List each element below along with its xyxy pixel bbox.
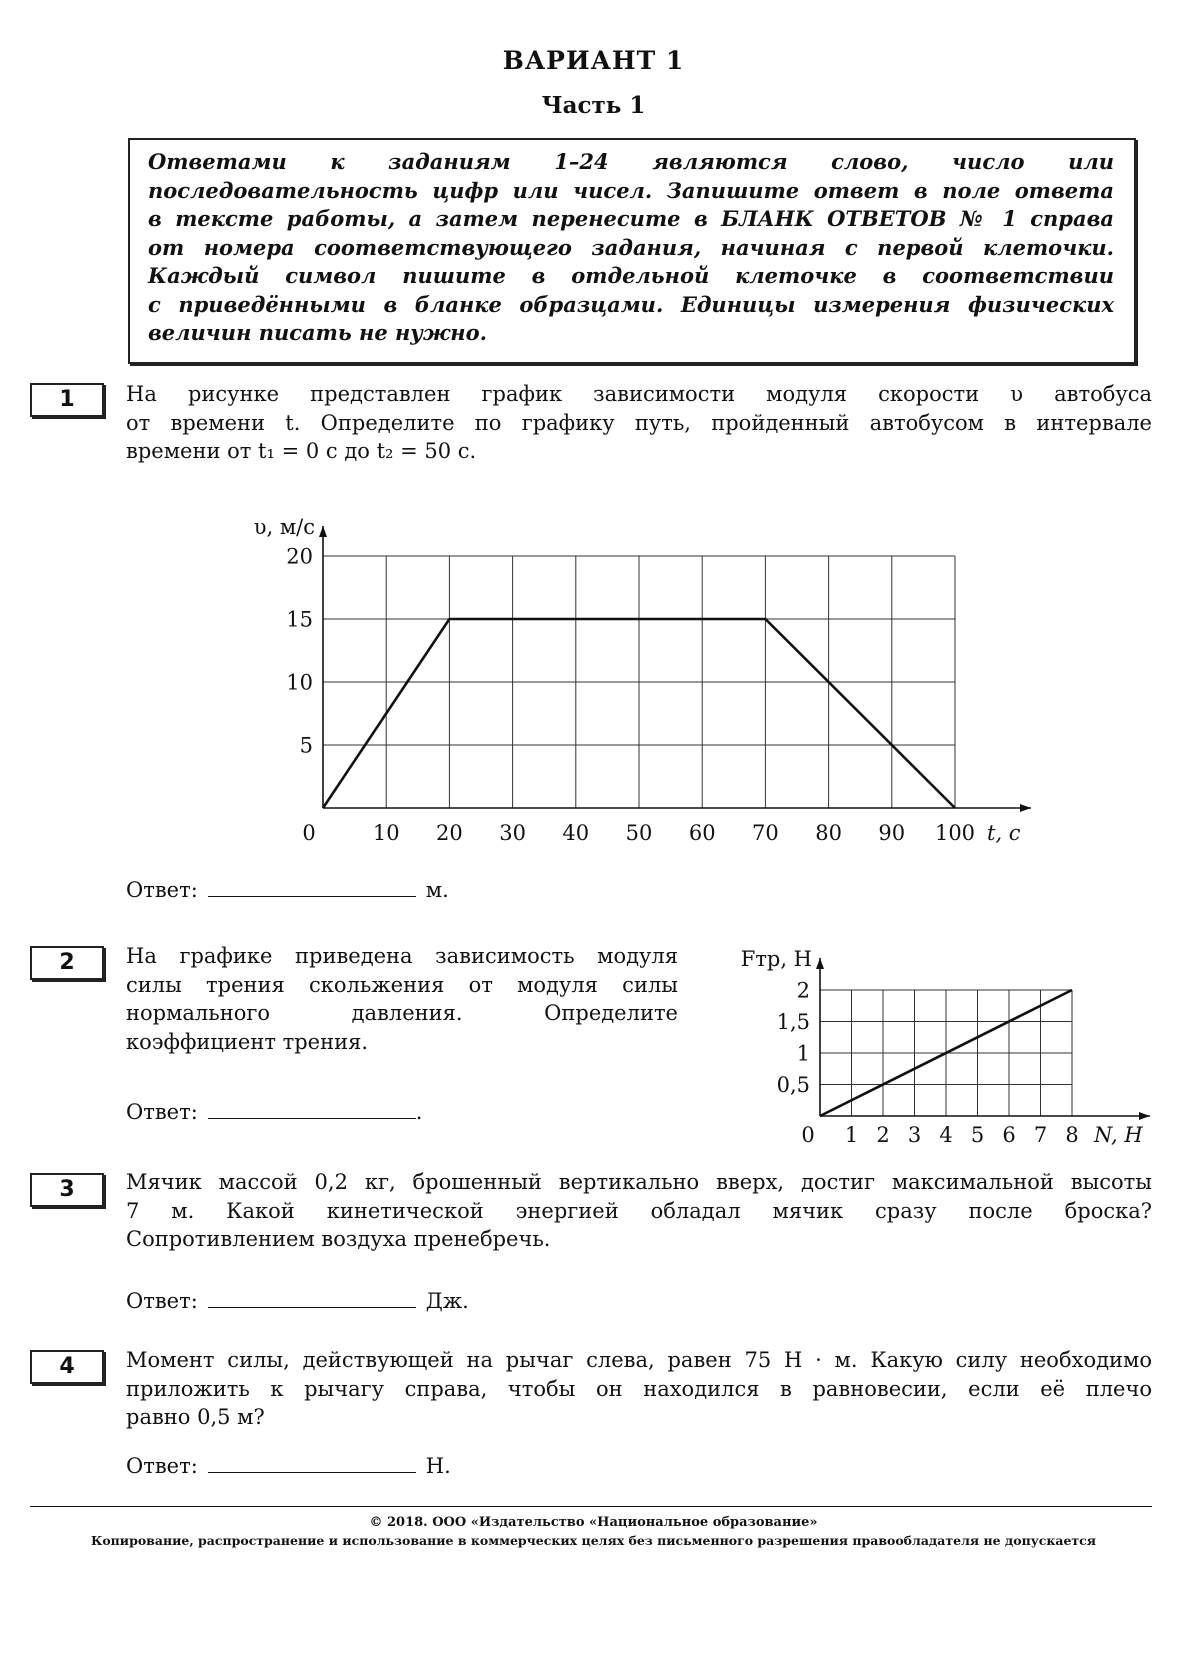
task-2-line: нормального давления. Определите — [126, 1001, 678, 1025]
y-tick-label: 5 — [299, 733, 313, 758]
task-2-line: коэффициент трения. — [126, 1029, 369, 1054]
y-tick-label: 2 — [796, 978, 810, 1003]
x-tick-label: 20 — [436, 821, 463, 845]
answer-unit: Н. — [425, 1454, 451, 1478]
answer-label: Ответ: — [126, 878, 198, 902]
footer-copyright: © 2018. ООО «Издательство «Национальное образование» — [369, 1515, 818, 1530]
x-tick-label: 0 — [801, 1123, 815, 1147]
task-3-text — [126, 1168, 1152, 1254]
task-1-line: На рисунке представлен график зависимости модуля скорости υ автобуса — [126, 382, 1152, 406]
instructions-line: величин писать не нужно. — [148, 320, 487, 345]
x-tick-label: 60 — [688, 821, 716, 845]
x-tick-label: 0 — [302, 821, 316, 845]
instructions-line: последовательность цифр или чисел. Запишите ответ в поле ответа — [148, 177, 1114, 203]
instructions-line: Ответами к заданиям 1–24 являются слово, число или — [148, 149, 1114, 174]
y-tick-label: 20 — [286, 544, 313, 569]
task-3-line: 7 м. Какой кинетической энергией обладал мячик сразу после броска? — [126, 1198, 1152, 1223]
x-tick-label: 70 — [752, 821, 779, 845]
task-3-number: 3 — [30, 1173, 104, 1207]
x-tick-label: 8 — [1065, 1123, 1079, 1147]
x-axis-label: t, с — [987, 821, 1021, 845]
x-tick-label: 100 — [934, 821, 976, 845]
answer-unit: Дж. — [425, 1289, 469, 1313]
x-tick-label: 7 — [1033, 1123, 1048, 1147]
y-axis-arrow — [816, 958, 824, 969]
task-1-number: 1 — [30, 383, 104, 417]
footer-divider — [30, 1506, 1152, 1507]
instructions-line: с приведёнными в бланке образцами. Единицы измерения физических — [148, 291, 1114, 317]
task-4-number: 4 — [30, 1350, 104, 1384]
variant-title: ВАРИАНТ 1 — [502, 46, 685, 75]
task-3-answer — [126, 1287, 469, 1313]
task-1-line: времени от t₁ = 0 с до t₂ = 50 с. — [126, 439, 477, 463]
task-2-line: силы трения скольжения от модуля силы — [126, 972, 678, 997]
answer-unit: . — [415, 1100, 423, 1124]
task-3-line: Сопротивлением воздуха пренебречь. — [126, 1227, 551, 1251]
part-title: Часть 1 — [541, 92, 646, 119]
x-tick-label: 90 — [878, 821, 906, 845]
y-axis-label: υ, м/с — [253, 515, 315, 539]
task-4-line: приложить к рычагу справа, чтобы он находился в равновесии, если её плечо — [126, 1376, 1152, 1401]
x-tick-label: 40 — [562, 821, 590, 845]
x-tick-label: 50 — [625, 821, 653, 845]
answer-field[interactable] — [208, 1452, 416, 1473]
task-4-answer — [126, 1452, 451, 1478]
instructions-line: от номера соответствующего задания, начиная с первой клеточки. — [148, 234, 1114, 260]
x-tick-label: 2 — [876, 1123, 890, 1147]
answer-label: Ответ: — [126, 1100, 198, 1124]
y-tick-label: 15 — [286, 607, 313, 632]
x-tick-label: 30 — [499, 821, 526, 845]
footer-notice: Копирование, распространение и использование в коммерческих целях без письменного разрешения правообладателя не допускается — [90, 1533, 1097, 1548]
x-tick-label: 10 — [372, 821, 400, 845]
x-axis-arrow — [1139, 1112, 1150, 1120]
y-tick-label: 10 — [286, 670, 313, 695]
answer-unit: м. — [425, 878, 449, 902]
x-tick-label: 4 — [939, 1123, 953, 1147]
x-tick-label: 1 — [844, 1123, 859, 1147]
y-axis-label: Fтр, Н — [740, 947, 812, 971]
instructions-line: в тексте работы, а затем перенесите в БЛАНК ОТВЕТОВ № 1 справа — [148, 206, 1114, 231]
x-axis-label: N, Н — [1094, 1123, 1143, 1147]
x-tick-label: 5 — [970, 1123, 985, 1147]
task-4-line: равно 0,5 м? — [126, 1405, 265, 1429]
x-tick-label: 6 — [1002, 1123, 1016, 1147]
task-2-number: 2 — [30, 946, 104, 980]
task-4-line: Момент силы, действующей на рычаг слева, равен 75 Н · м. Какую силу необходимо — [126, 1348, 1152, 1372]
task-1-line: от времени t. Определите по графику путь, пройденный автобусом в интервале — [126, 410, 1152, 435]
task-2-line: На графике приведена зависимость модуля — [126, 944, 678, 968]
x-tick-label: 3 — [907, 1123, 922, 1147]
x-tick-label: 80 — [815, 821, 842, 845]
answer-field[interactable] — [208, 1287, 416, 1308]
y-tick-label: 1,5 — [776, 1009, 810, 1034]
y-tick-label: 0,5 — [776, 1072, 810, 1097]
task-3-line: Мячик массой 0,2 кг, брошенный вертикально вверх, достиг максимальной высоты — [126, 1170, 1152, 1194]
instructions-line: Каждый символ пишите в отдельной клеточке в соответствии — [148, 263, 1114, 288]
answer-label: Ответ: — [126, 1454, 198, 1478]
task-4-text — [126, 1346, 1152, 1432]
answer-label: Ответ: — [126, 1289, 198, 1313]
y-tick-label: 1 — [796, 1041, 810, 1066]
